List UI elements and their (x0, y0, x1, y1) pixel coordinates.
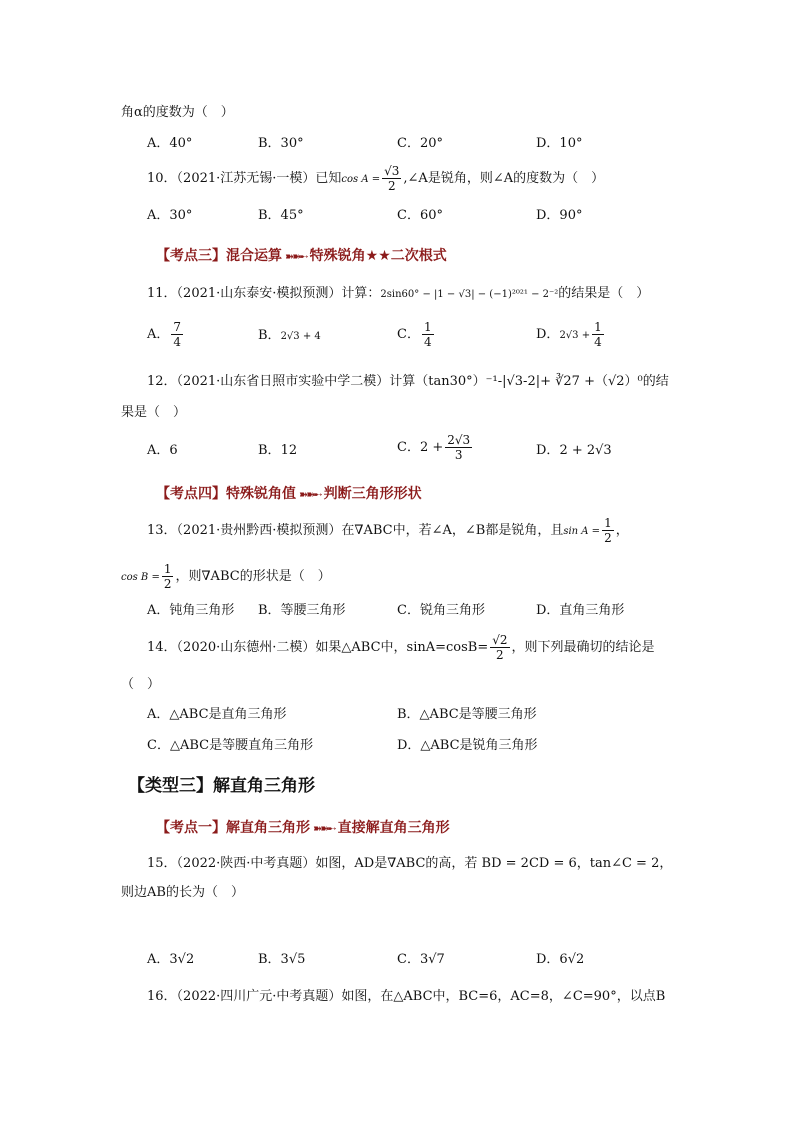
q10-option-c[interactable]: C．60° (397, 208, 443, 223)
q13-option-b[interactable]: B．等腰三角形 (258, 603, 346, 618)
q11-option-a[interactable]: A． $\frac{7}{4}$ (147, 320, 182, 349)
q15-option-b[interactable]: B．3√5 (258, 952, 306, 967)
q11-stem: 11．（2021·山东泰安·模拟预测）计算：2sin60° − |1 − √3| − (−1)²⁰²¹ − 2⁻²的结果是（ ） (147, 286, 650, 301)
q15-option-c[interactable]: C．3√7 (397, 952, 445, 967)
q15-stem-line1: 15．（2022·陕西·中考真题）如图，AD是∇ABC的高，若 BD = 2CD = 6，tan∠C = 2， (147, 856, 673, 871)
q10-option-d[interactable]: D．90° (536, 208, 583, 223)
section-heading-1: 【考点一】解直角三角形 ➽➽➸ 直接解直角三角形 (156, 820, 450, 836)
q10-option-b[interactable]: B．45° (258, 208, 304, 223)
q12-option-c[interactable]: C．2 + $\frac{2√3}{3}$ (397, 433, 471, 462)
q14-option-c[interactable]: C．△ABC是等腰直角三角形 (147, 738, 314, 753)
q9-option-b[interactable]: B．30° (258, 136, 304, 151)
q14-stem-line2: （ ） (121, 677, 161, 692)
q14-option-d[interactable]: D．△ABC是锐角三角形 (397, 738, 538, 753)
q13-option-a[interactable]: A．钝角三角形 (147, 603, 235, 618)
q15-option-a[interactable]: A．3√2 (147, 952, 195, 967)
q12-option-a[interactable]: A．6 (147, 443, 178, 458)
q14-option-a[interactable]: A．△ABC是直角三角形 (147, 707, 287, 722)
type-heading-3: 【类型三】解直角三角形 (128, 776, 315, 796)
arrow-icon: ➽➽➸ (285, 250, 307, 263)
q12-option-b[interactable]: B．12 (258, 443, 298, 458)
q12-option-d[interactable]: D．2 + 2√3 (536, 443, 612, 458)
q15-option-d[interactable]: D．6√2 (536, 952, 585, 967)
q9-option-d[interactable]: D．10° (536, 136, 583, 151)
q10-option-a[interactable]: A．30° (147, 208, 193, 223)
q9-stem-tail: 角α的度数为（ ） (121, 105, 234, 120)
q13-option-c[interactable]: C．锐角三角形 (397, 603, 485, 618)
q13-stem-line2: cos B = $\frac{1}{2}$ ，则∇ABC的形状是（ ） (121, 562, 331, 591)
q10-stem: 10．（2021·江苏无锡·一模）已知cos A = $\frac{√3}{2}$ ,∠A是锐角，则∠A的度数为（ ） (147, 164, 605, 193)
q14-stem-line1: 14．（2020·山东德州·二模）如果△ABC中，sinA=cosB= $\frac{√2}{2}$ ，则下列最确切的结论是 (147, 633, 655, 662)
q13-option-d[interactable]: D．直角三角形 (536, 603, 625, 618)
q9-option-c[interactable]: C．20° (397, 136, 443, 151)
q12-stem-line1: 12．（2021·山东省日照市实验中学二模）计算（tan30°）⁻¹-|√3-2|+ ∛27 +（√2）⁰的结 (147, 374, 669, 389)
q13-stem-line1: 13．（2021·贵州黔西·模拟预测）在∇ABC中，若∠A，∠B都是锐角，且sin A = $\frac{1}{2}$ ， (147, 516, 629, 545)
star-icon: ★★ (365, 248, 391, 264)
q11-option-b[interactable]: B．2√3 + 4 (258, 328, 321, 343)
q10-fraction: $\frac{√3}{2}$ (384, 164, 400, 193)
q9-option-a[interactable]: A．40° (147, 136, 193, 151)
q14-option-b[interactable]: B．△ABC是等腰三角形 (397, 707, 537, 722)
arrow-icon: ➽➽➸ (299, 488, 321, 501)
section-heading-4: 【考点四】特殊锐角值 ➽➽➸ 判断三角形形状 (156, 486, 422, 502)
q16-stem-line1: 16．（2022·四川广元·中考真题）如图，在△ABC中，BC=6，AC=8，∠C=90°，以点B (147, 989, 666, 1004)
section-heading-3: 【考点三】混合运算 ➽➽➸ 特殊锐角★★二次根式 (156, 248, 447, 264)
q11-option-d[interactable]: D．2√3 + $\frac{1}{4}$ (536, 320, 602, 349)
q15-stem-line2: 则边AB的长为（ ） (121, 885, 244, 900)
q12-stem-line2: 果是（ ） (121, 405, 187, 420)
q11-option-c[interactable]: C． $\frac{1}{4}$ (397, 320, 432, 349)
arrow-icon: ➽➽➸ (313, 822, 335, 835)
